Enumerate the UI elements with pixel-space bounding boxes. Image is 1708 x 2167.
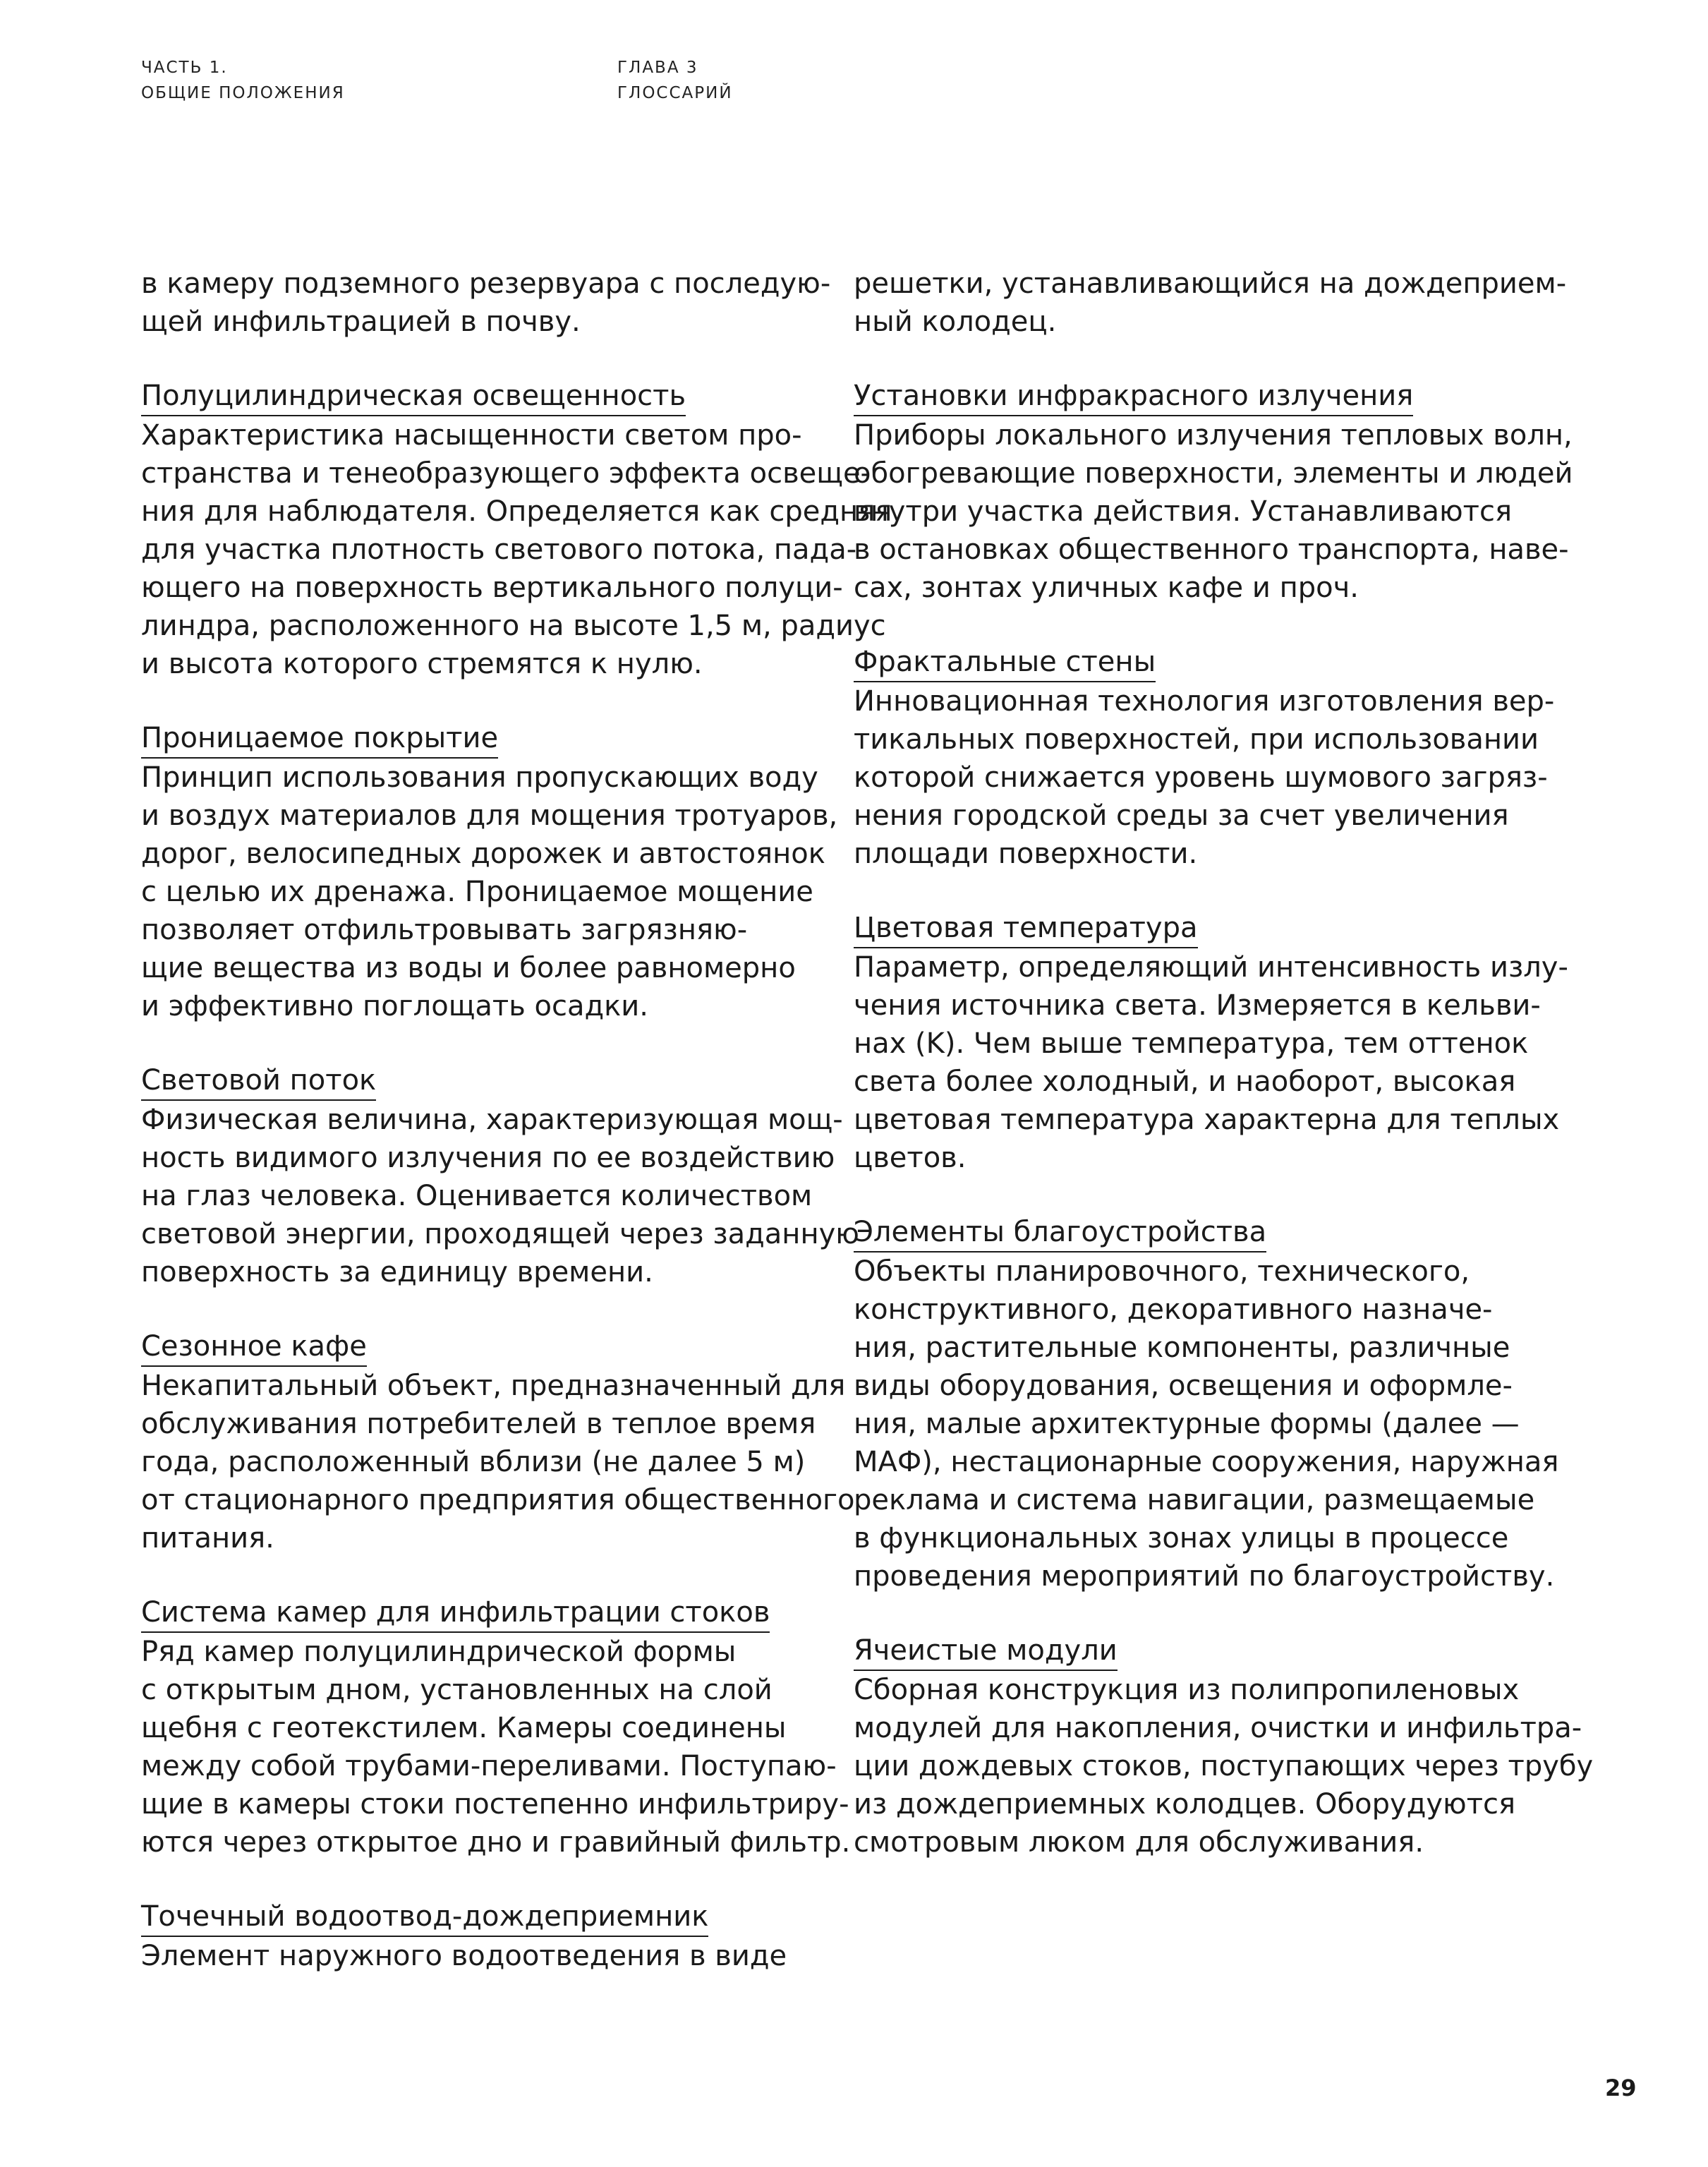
definition-line: в остановках общественного транспорта, наве- — [854, 533, 1569, 566]
glossary-definition — [141, 1937, 854, 1975]
glossary-term: Элементы благоустройства — [854, 1213, 1266, 1252]
glossary-definition — [854, 682, 1566, 873]
definition-line: от стационарного предприятия общественного — [141, 1484, 855, 1516]
glossary-term: Цветовая температура — [854, 909, 1198, 948]
glossary-definition — [854, 416, 1573, 607]
glossary-column-right — [854, 265, 1594, 1897]
glossary-term: Полуцилиндрическая освещенность — [141, 377, 686, 416]
definition-line: реклама и система навигации, размещаемые — [854, 1484, 1535, 1516]
chapter-number: ГЛАВА 3 — [617, 59, 698, 77]
definition-line: щие вещества из воды и более равномерно — [141, 952, 796, 984]
definition-line: Некапитальный объект, предназначенный для — [141, 1370, 846, 1402]
definition-line: Физическая величина, характеризующая мощ- — [141, 1104, 843, 1136]
glossary-definition — [141, 416, 892, 683]
glossary-term: Проницаемое покрытие — [141, 719, 498, 759]
glossary-definition — [141, 1633, 854, 1861]
definition-line: ния, растительные компоненты, различные — [854, 1332, 1510, 1364]
definition-line: Параметр, определяющий интенсивность излу- — [854, 951, 1568, 984]
glossary-column-left — [141, 265, 892, 2011]
glossary-entry — [141, 1061, 859, 1291]
continued-definition — [141, 265, 854, 341]
definition-line: решетки, устанавливающийся на дождеприем- — [854, 267, 1567, 300]
definition-line: Приборы локального излучения тепловых волн, — [854, 419, 1573, 452]
definition-line: модулей для накопления, очистки и инфильтра- — [854, 1712, 1582, 1744]
definition-line: которой снижается уровень шумового загряз- — [854, 761, 1548, 794]
part-number: ЧАСТЬ 1. — [141, 59, 228, 77]
definition-line: ния, малые архитектурные формы (далее — — [854, 1408, 1520, 1440]
glossary-definition — [141, 759, 854, 1025]
definition-line: Элемент наружного водоотведения в виде — [141, 1940, 787, 1972]
definition-line: щей инфильтрацией в почву. — [141, 306, 581, 338]
glossary-term: Фрактальные стены — [854, 643, 1156, 682]
continued-definition — [854, 265, 1566, 341]
glossary-definition — [141, 1101, 859, 1291]
glossary-entry — [854, 643, 1566, 873]
glossary-definition — [854, 1252, 1566, 1595]
definition-line: проведения мероприятий по благоустройству. — [854, 1560, 1555, 1593]
definition-line: конструктивного, декоративного назначе- — [854, 1293, 1493, 1326]
definition-line: в камеру подземного резервуара с последую- — [141, 267, 831, 300]
definition-line: Принцип использования пропускающих воду — [141, 761, 818, 794]
glossary-term: Система камер для инфильтрации стоков — [141, 1593, 770, 1633]
definition-line: ющего на поверхность вертикального полуци- — [141, 572, 843, 604]
definition-line: из дождеприемных колодцев. Оборудуются — [854, 1788, 1516, 1821]
chapter-title: ГЛОССАРИЙ — [617, 84, 733, 102]
definition-line: на глаз человека. Оценивается количеством — [141, 1180, 813, 1212]
definition-line: ции дождевых стоков, поступающих через трубу — [854, 1750, 1594, 1782]
definition-line: обслуживания потребителей в теплое время — [141, 1408, 816, 1440]
glossary-term: Установки инфракрасного излучения — [854, 377, 1413, 416]
running-head-part — [141, 55, 345, 106]
part-title: ОБЩИЕ ПОЛОЖЕНИЯ — [141, 84, 345, 102]
definition-line: года, расположенный вблизи (не далее 5 м) — [141, 1446, 806, 1478]
glossary-entry — [141, 719, 854, 1025]
definition-line: тикальных поверхностей, при использовании — [854, 723, 1539, 756]
definition-line: ный колодец. — [854, 306, 1057, 338]
definition-line: поверхность за единицу времени. — [141, 1256, 653, 1288]
definition-line: щие в камеры стоки постепенно инфильтриру- — [141, 1788, 849, 1821]
definition-line: с целью их дренажа. Проницаемое мощение — [141, 876, 813, 908]
definition-line: МАФ), нестационарные сооружения, наружная — [854, 1446, 1559, 1478]
definition-line: нах (K). Чем выше температура, тем оттенок — [854, 1027, 1529, 1060]
definition-line: виды оборудования, освещения и оформле- — [854, 1370, 1513, 1402]
glossary-entry — [854, 909, 1566, 1177]
definition-line: и высота которого стремятся к нулю. — [141, 648, 703, 680]
definition-line: для участка плотность светового потока, пада- — [141, 533, 857, 566]
glossary-term: Ячеистые модули — [854, 1631, 1118, 1671]
definition-line: ность видимого излучения по ее воздействию — [141, 1142, 835, 1174]
definition-line: странства и тенеобразующего эффекта освеще- — [141, 457, 871, 490]
definition-line: сах, зонтах уличных кафе и проч. — [854, 572, 1359, 604]
glossary-entry — [854, 1213, 1566, 1595]
definition-line: между собой трубами-переливами. Поступаю- — [141, 1750, 837, 1782]
glossary-entry — [141, 377, 892, 683]
definition-line: площади поверхности. — [854, 838, 1198, 870]
running-head-chapter — [617, 55, 733, 106]
definition-line: и воздух материалов для мощения тротуаров, — [141, 799, 838, 832]
glossary-entry — [141, 1327, 854, 1557]
glossary-entry — [854, 1631, 1594, 1861]
definition-line: питания. — [141, 1522, 274, 1555]
definition-line: ния для наблюдателя. Определяется как средняя — [141, 495, 892, 528]
page-number: 29 — [1605, 2075, 1637, 2101]
definition-line: дорог, велосипедных дорожек и автостоянок — [141, 838, 825, 870]
glossary-definition — [854, 1671, 1594, 1861]
definition-line: Ряд камер полуцилиндрической формы — [141, 1636, 737, 1668]
definition-line: Характеристика насыщенности светом про- — [141, 419, 802, 452]
glossary-term: Световой поток — [141, 1061, 376, 1101]
glossary-definition — [141, 1367, 854, 1557]
definition-line: ются через открытое дно и гравийный фильтр. — [141, 1826, 851, 1859]
definition-line: цветовая температура характерна для теплых — [854, 1104, 1560, 1136]
definition-line: позволяет отфильтровывать загрязняю- — [141, 914, 748, 946]
definition-line: и эффективно поглощать осадки. — [141, 990, 649, 1022]
definition-line: света более холодный, и наоборот, высокая — [854, 1066, 1516, 1098]
definition-line: чения источника света. Измеряется в кельви- — [854, 989, 1541, 1022]
definition-line: с открытым дном, установленных на слой — [141, 1674, 773, 1706]
definition-line: световой энергии, проходящей через заданную — [141, 1218, 859, 1250]
definition-line: Сборная конструкция из полипропиленовых — [854, 1674, 1520, 1706]
definition-line: цветов. — [854, 1142, 967, 1174]
definition-line: Инновационная технология изготовления вер- — [854, 685, 1555, 718]
glossary-definition — [854, 948, 1566, 1177]
glossary-entry — [141, 1593, 854, 1861]
definition-line: щебня с геотекстилем. Камеры соединены — [141, 1712, 787, 1744]
definition-line: линдра, расположенного на высоте 1,5 м, радиус — [141, 610, 886, 642]
glossary-term: Точечный водоотвод-дождеприемник — [141, 1897, 708, 1937]
glossary-term: Сезонное кафе — [141, 1327, 367, 1367]
glossary-entry — [141, 1897, 854, 1975]
glossary-entry — [854, 377, 1573, 607]
definition-line: обогревающие поверхности, элементы и людей — [854, 457, 1573, 490]
definition-line: Объекты планировочного, технического, — [854, 1255, 1470, 1288]
definition-line: смотровым люком для обслуживания. — [854, 1826, 1424, 1859]
definition-line: в функциональных зонах улицы в процессе — [854, 1522, 1509, 1555]
definition-line: внутри участка действия. Устанавливаются — [854, 495, 1513, 528]
definition-line: нения городской среды за счет увеличения — [854, 799, 1509, 832]
